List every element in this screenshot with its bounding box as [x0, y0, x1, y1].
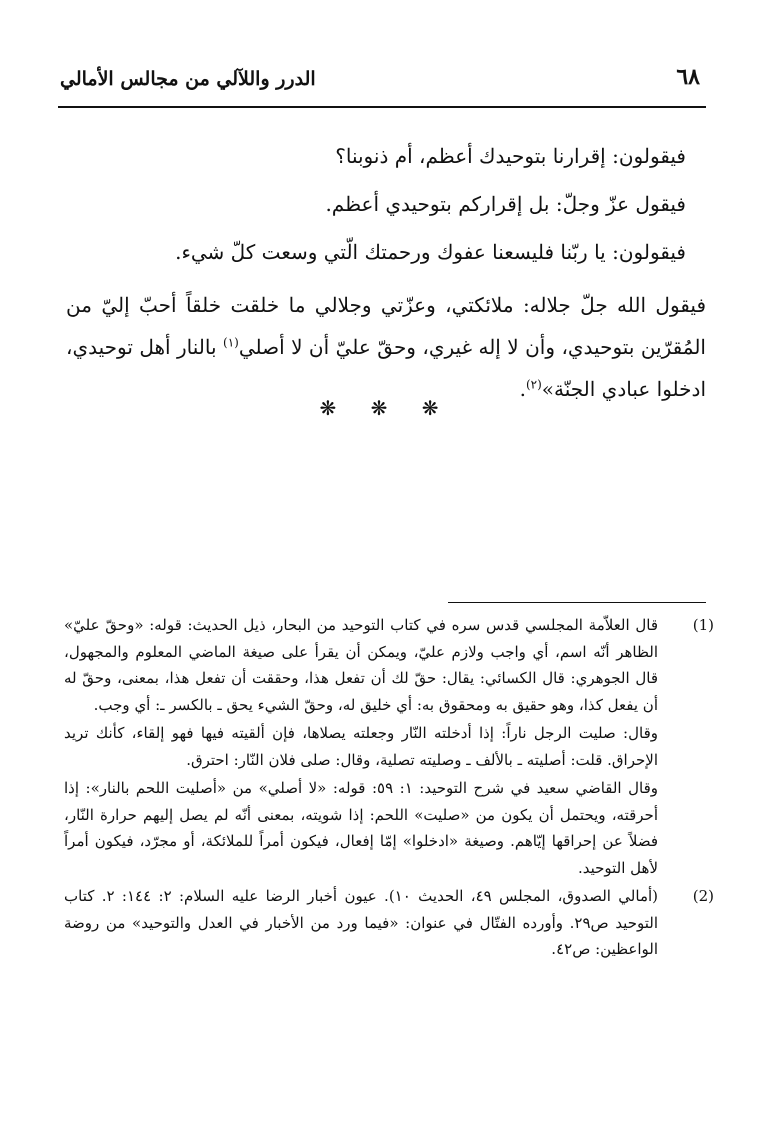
footnote-rule — [448, 602, 706, 603]
header-rule — [58, 106, 706, 108]
footnote-paragraph: وقال القاضي سعيد في شرح التوحيد: ١: ٥٩: قوله: «لا أصلي» من «أصليت اللحم بالنار»: إذا أحرقته، ويحتمل أن يكون من «صليت» اللحم: إذا شويته، بمعنى أنّه لم يصل إليهم حرارة النّار، فضلاً عن إحراقها إيّاهم. وصيغة «ادخلوا» إمّا إفعال، فيكون أمراً للملائكة، أو مجرّد، فيكون أمراً لأهل التوحيد. — [64, 779, 658, 877]
footnote-2 — [64, 883, 714, 963]
running-title: الدرر واللآلي من مجالس الأمالي — [60, 68, 316, 90]
page-number: ٦٨ — [676, 64, 700, 90]
body-line: فيقول عزّ وجلّ: بل إقراركم بتوحيدي أعظم. — [325, 192, 686, 216]
footnote-number: (1) — [692, 616, 714, 634]
section-separator: ❋ ❋ ❋ — [319, 396, 453, 420]
footnotes — [64, 612, 714, 963]
footnote-number: (2) — [692, 887, 714, 905]
body-line: فيقولون: يا ربّنا فليسعنا عفوك ورحمتك الّتي وسعت كلّ شيء. — [175, 240, 686, 264]
main-text — [66, 132, 706, 410]
footnote-marker-2[interactable]: (٢) — [525, 377, 542, 392]
body-text-segment: فيقول الله جلّ جلاله: ملائكتي، وعزّتي وجلالي ما خلقت خلقاً أحبّ إليّ من المُقرّين بتوحيدي، وأن لا إله غيري، وحقّ عليّ أن لا أصلي — [66, 293, 706, 359]
footnote-paragraph: وقال: صليت الرجل ناراً: إذا أدخلته النّار وجعلته يصلاها، فإن ألقيته فيها فهو إلقاء، كأنك تريد الإحراق. قلت: أصليته ـ بالألف ـ وصليته تصلية، وقال: صلى فلان النّار: احترق. — [64, 724, 658, 769]
footnote-marker-1[interactable]: (١) — [223, 335, 239, 350]
footnote-paragraph: قال العلاّمة المجلسي قدس سره في كتاب التوحيد من البحار، ذيل الحديث: قوله: «وحقّ عليّ» الظاهر أنّه اسم، أي واجب ولازم عليّ، ويمكن أن يقرأ على صيغة الماضي المعلوم والمجهول، قال الجوهري: قال الكسائي: يقال: حقّ لك أن تفعل هذا، وحققت أن تفعل هذا، بمعنى، وحقّ له أن يفعل كذا، وهو حقيق به ومحقوق به: أي خليق له، وحقّ الشيء يحق ـ بالكسر ـ: أي وجب. — [64, 616, 658, 714]
running-header — [60, 62, 700, 102]
body-paragraph — [66, 284, 706, 410]
body-text-segment: . — [519, 377, 526, 401]
body-text-segment: بالنار أهل توحيدي، ادخلوا عبادي الجنّة» — [66, 335, 706, 401]
footnote-paragraph: (أمالي الصدوق، المجلس ٤٩، الحديث ١٠). عيون أخبار الرضا عليه السلام: ٢: ١٤٤: ٢. كتاب التوحيد ص٢٩. وأورده الفتّال في عنوان: «فيما ورد من الأخبار في العدل والتوحيد» من روضة الواعظين: ص٤٢. — [64, 887, 658, 958]
footnote-1 — [64, 612, 714, 881]
body-line: فيقولون: إقرارنا بتوحيدك أعظم، أم ذنوبنا؟ — [335, 144, 686, 168]
